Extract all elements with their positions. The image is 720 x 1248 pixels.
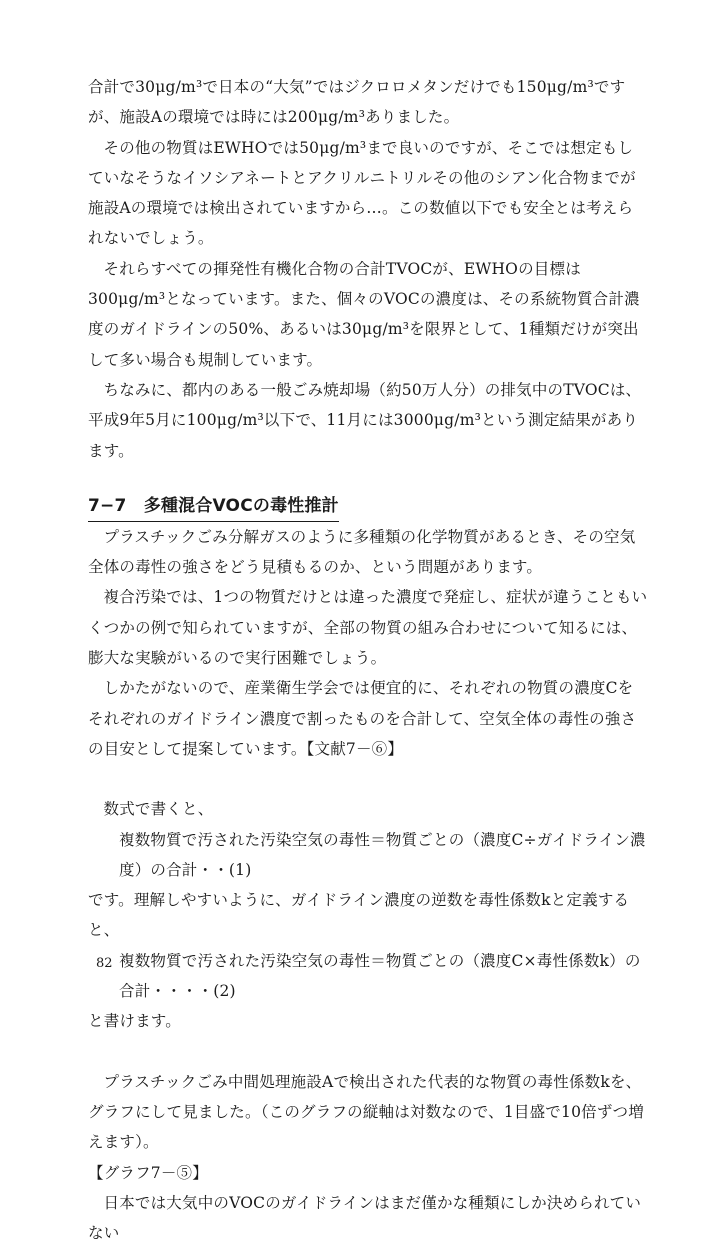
paragraph: ちなみに、都内のある一般ごみ焼却場（約50万人分）の排気中のTVOCは、平成9年5月に100μg/m³以下で、11月には3000μg/m³という測定結果があります。 [88, 380, 642, 460]
paragraph: それらすべての揮発性有機化合物の合計TVOCが、EWHOの目標は300μg/m³となっています。また、個々のVOCの濃度は、その系統物質合計濃度のガイドラインの50%、あるいは30μg/m³を限界として、1種類だけが突出して多い場合も規制しています。 [88, 259, 640, 369]
graph-reference: 【グラフ7－⑤】 [88, 1163, 208, 1182]
paragraph: しかたがないので、産業衛生学会では便宜的に、それぞれの物質の濃度Cをそれぞれのガイドライン濃度で割ったものを合計して、空気全体の毒性の強さの目安として提案しています。【文献7－⑥】 [88, 679, 637, 758]
paragraph: 複合汚染では、1つの物質だけとは違った濃度で発症し、症状が違うこともいくつかの例で知られていますが、全部の物質の組み合わせについて知るには、膨大な実験がいるので実行困難でしょう。 [88, 588, 648, 668]
body-text [88, 72, 648, 1248]
formula-1: 複数物質で汚された汚染空気の毒性＝物質ごとの（濃度C÷ガイドライン濃度）の合計・・(1) [119, 830, 646, 879]
paragraph: プラスチックごみ中間処理施設Aで検出された代表的な物質の毒性係数kを、グラフにして見ました。（このグラフの縦軸は対数なので、1目盛で10倍ずつ増えます）。 [88, 1072, 644, 1152]
paragraph: その他の物質はEWHOでは50μg/m³まで良いのですが、そこでは想定もしていなそうなイソシアネートとアクリルニトリルその他のシアン化合物までが施設Aの環境では検出されていますから…。この数値以下でも安全とは考えられないでしょう。 [88, 138, 636, 248]
paragraph: プラスチックごみ分解ガスのように多種類の化学物質があるとき、その空気全体の毒性の強さをどう見積もるのか、という問題があります。 [88, 527, 636, 577]
spacer [88, 764, 648, 794]
formula-intro: 数式で書くと、 [103, 800, 214, 819]
spacer [88, 1037, 648, 1067]
paragraph: 合計で30μg/m³で日本の“大気”ではジクロロメタンだけでも150μg/m³ですが、施設Aの環境では時には200μg/m³ありました。 [88, 78, 626, 127]
page-number: 82 [96, 956, 113, 971]
paragraph: 日本では大気中のVOCのガイドラインはまだ僅かな種類にしか決められていない [88, 1193, 642, 1243]
section-heading: 7−7 多種混合VOCの毒性推計 [88, 492, 339, 522]
formula-explanation: です。理解しやすいように、ガイドライン濃度の逆数を毒性係数kと定義すると、 [88, 891, 630, 940]
formula-2: 複数物質で汚された汚染空気の毒性＝物質ごとの（濃度C×毒性係数k）の合計・・・・(2) [119, 951, 641, 1001]
formula-conclusion: と書けます。 [88, 1012, 181, 1031]
